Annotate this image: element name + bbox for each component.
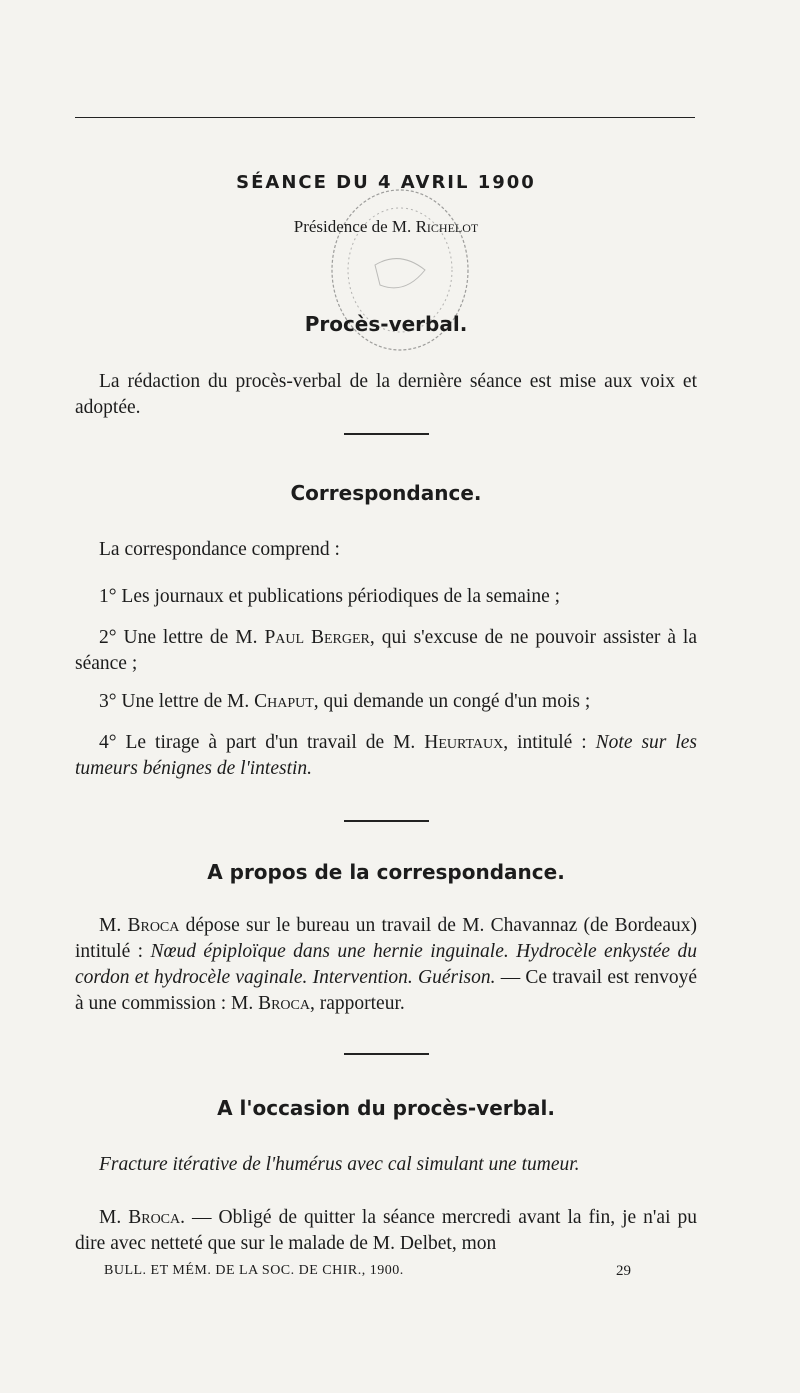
item-2-start: 2° Une lettre de M. (99, 627, 265, 648)
item-3-start: 3° Une lettre de M. (99, 691, 255, 712)
occasion-subtitle: Fracture itérative de l'humérus avec cal simulant une tumeur. (99, 1154, 580, 1175)
section-divider (344, 433, 429, 435)
item-3-name: Chaput (254, 691, 314, 712)
presidence-prefix: Présidence de M. (293, 217, 416, 236)
correspondance-item-2 (75, 625, 697, 677)
correspondance-item-4 (75, 730, 697, 782)
correspondance-item-1: 1° Les journaux et publications périodiques de la semaine ; (99, 586, 561, 607)
apropos-name-1: Broca (127, 915, 180, 936)
apropos-start: M. (99, 915, 128, 936)
apropos-work-title: Nœud épiploïque dans une hernie inguinale. Hydrocèle enkystée du cordon et hydrocèle vaginale. Intervention. Guérison. (75, 941, 697, 988)
section-heading-correspondance: Correspondance. (290, 481, 482, 505)
item-3-end: , qui demande un congé d'un mois ; (313, 691, 591, 712)
apropos-name-2: Broca (258, 993, 310, 1014)
section-heading-occasion: A l'occasion du procès-verbal. (217, 1096, 555, 1120)
item-2-end: , qui s'excuse de ne pouvoir assister à la séance ; (75, 627, 698, 674)
proces-verbal-text: La rédaction du procès-verbal de la dernière séance est mise aux voix et adoptée. (75, 371, 697, 418)
item-4-title: Note sur les tumeurs bénignes de l'intestin. (75, 732, 697, 779)
presidence-line (75, 217, 697, 237)
occasion-text: . — Obligé de quitter la séance mercredi avant la fin, je n'ai pu dire avec netteté que sur le malade de M. Delbet, mon (75, 1207, 697, 1254)
section-heading-proces-verbal: Procès-verbal. (304, 312, 468, 336)
section-heading-apropos: A propos de la correspondance. (207, 860, 565, 884)
apropos-paragraph (75, 913, 697, 1017)
section-divider (344, 820, 429, 822)
correspondance-intro: La correspondance comprend : (99, 539, 340, 560)
apropos-commission: — Ce travail est renvoyé à une commission : M. (75, 967, 697, 1014)
item-2-name: Paul Berger (264, 627, 370, 648)
occasion-name: Broca (128, 1207, 181, 1228)
top-rule (75, 117, 695, 118)
correspondance-item-3 (75, 689, 697, 715)
item-4-name: Heurtaux (424, 732, 504, 753)
running-footer: BULL. ET MÉM. DE LA SOC. DE CHIR., 1900. (104, 1263, 404, 1278)
apropos-end: , rapporteur. (309, 993, 405, 1014)
seance-title: SÉANCE DU 4 AVRIL 1900 (236, 172, 536, 193)
president-name: Richelot (415, 217, 479, 236)
item-4-start: 4° Le tirage à part d'un travail de M. (99, 732, 425, 753)
apropos-mid: dépose sur le bureau un travail de M. Chavannaz (de Bordeaux) intitulé : (75, 915, 697, 962)
occasion-start: M. (99, 1207, 129, 1228)
section-divider (344, 1053, 429, 1055)
item-4-mid: , intitulé : (503, 732, 596, 753)
page-number: 29 (616, 1263, 631, 1279)
occasion-paragraph (75, 1205, 697, 1257)
